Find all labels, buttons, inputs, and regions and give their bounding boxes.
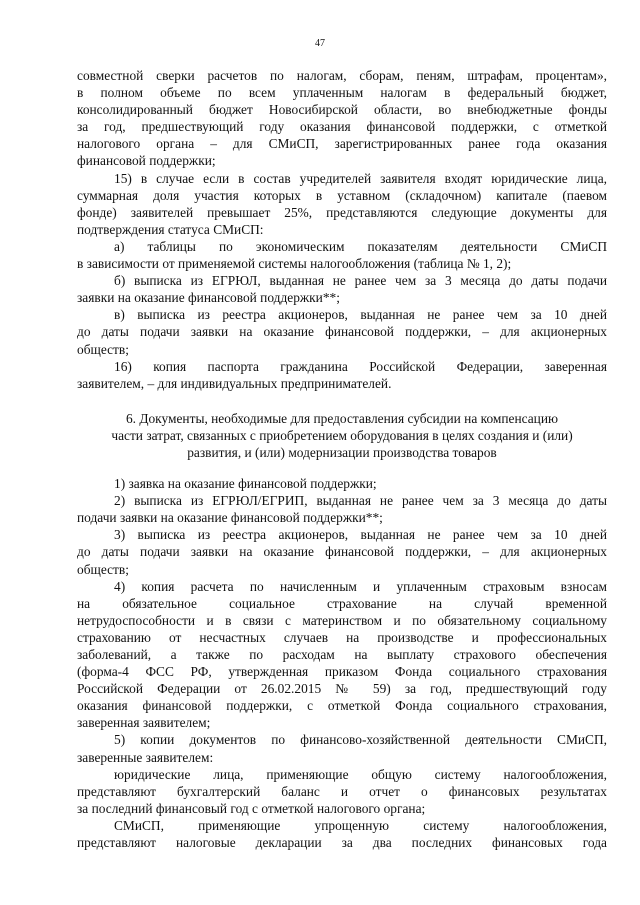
paragraph-line: нетрудоспособности и в связи с материнством и по обязательному социальному xyxy=(77,612,607,628)
paragraph-line: представляют налоговые декларации за два последних финансовых года xyxy=(77,835,607,851)
paragraph-line: 16) копия паспорта гражданина Российской Федерации, заверенная xyxy=(114,358,607,374)
page-number: 47 xyxy=(315,38,325,49)
paragraph-line: консолидированный бюджет Новосибирской области, во внебюджетные фонды xyxy=(77,102,607,118)
paragraph-line: 4) копия расчета по начисленным и уплаченным страховым взносам xyxy=(114,578,607,594)
paragraph-line: б) выписка из ЕГРЮЛ, выданная не ранее чем за 3 месяца до даты подачи xyxy=(114,273,607,289)
paragraph-line: заявителем, – для индивидуальных предпринимателей. xyxy=(77,375,392,391)
paragraph-line: обществ; xyxy=(77,341,129,357)
section-heading xyxy=(77,410,607,461)
paragraph-line: 2) выписка из ЕГРЮЛ/ЕГРИП, выданная не ранее чем за 3 месяца до даты xyxy=(114,493,607,509)
paragraph-line: Российской Федерации от 26.02.2015 № 59) за год, предшествующий году xyxy=(77,681,607,697)
paragraph-line: оказания финансовой поддержки, с отметкой Фонда социального страхования, xyxy=(77,698,607,714)
heading-line: развития, и (или) модернизации производства товаров xyxy=(187,444,497,460)
paragraph-line: обществ; xyxy=(77,561,129,577)
paragraph-line: за год, предшествующий году оказания финансовой поддержки, с отметкой xyxy=(77,119,607,135)
paragraph-line: страхованию от несчастных случаев на производстве и профессиональных xyxy=(77,629,607,645)
section-documents-list xyxy=(77,475,607,851)
paragraph-line: заверенная заявителем; xyxy=(77,715,211,731)
paragraph-line: фонде) заявителей превышает 25%, представляются следующие документы для xyxy=(77,204,607,220)
paragraph-line: (форма-4 ФСС РФ, утвержденная приказом Фонда социального страхования xyxy=(77,664,607,680)
paragraph-line: 5) копии документов по финансово-хозяйственной деятельности СМиСП, xyxy=(114,732,607,748)
paragraph-line: заявки на оказание финансовой поддержки**; xyxy=(77,290,340,306)
paragraph-line: 15) в случае если в состав учредителей заявителя входят юридические лица, xyxy=(114,170,607,186)
paragraph-line: до даты подачи заявки на оказание финансовой поддержки, – для акционерных xyxy=(77,324,607,340)
document-body xyxy=(77,67,607,851)
paragraph-line: суммарная доля участия которых в уставном (складочном) капитале (паевом xyxy=(77,187,607,203)
paragraph-line: заболеваний, а также по расходам на выплату страхового обеспечения xyxy=(77,647,607,662)
paragraph-line: представляют бухгалтерский баланс и отчет о финансовых результатах xyxy=(77,783,607,799)
paragraph-line: в полном объеме по всем уплаченным налогам в федеральный бюджет, xyxy=(77,85,607,101)
paragraph-line: финансовой поддержки; xyxy=(77,153,216,169)
paragraph-line: заверенные заявителем: xyxy=(77,749,214,765)
paragraph-line: налогового органа – для СМиСП, зарегистрированных ранее года оказания xyxy=(77,136,607,152)
heading-line: 6. Документы, необходимые для предоставления субсидии на компенсацию xyxy=(125,410,559,426)
paragraph-line: на обязательное социальное страхование на случай временной xyxy=(77,595,607,611)
paragraph-line: СМиСП, применяющие упрощенную систему налогообложения, xyxy=(114,817,607,833)
paragraph-line: до даты подачи заявки на оказание финансовой поддержки, – для акционерных xyxy=(77,544,607,560)
paragraph-line: подтверждения статуса СМиСП: xyxy=(77,221,264,237)
paragraph-line: в зависимости от применяемой системы налогообложения (таблица № 1, 2); xyxy=(77,256,512,272)
spacer xyxy=(77,392,607,410)
paragraph-line: 1) заявка на оказание финансовой поддержки; xyxy=(114,476,377,492)
paragraph-line: юридические лица, применяющие общую систему налогообложения, xyxy=(114,766,607,782)
paragraph-line: а) таблицы по экономическим показателям деятельности СМиСП xyxy=(114,238,607,254)
paragraph-line: совместной сверки расчетов по налогам, сборам, пеням, штрафам, процентам», xyxy=(77,68,607,83)
paragraph-line: подачи заявки на оказание финансовой поддержки**; xyxy=(77,510,383,526)
spacer xyxy=(77,461,607,475)
paragraph-line: за последний финансовый год с отметкой налогового органа; xyxy=(77,800,426,816)
section-requirements-continued xyxy=(77,67,607,392)
heading-line: части затрат, связанных с приобретением оборудования в целях создания и (или) xyxy=(111,427,573,443)
paragraph-line: в) выписка из реестра акционеров, выданная не ранее чем за 10 дней xyxy=(114,307,607,323)
paragraph-line: 3) выписка из реестра акционеров, выданная не ранее чем за 10 дней xyxy=(114,527,607,543)
